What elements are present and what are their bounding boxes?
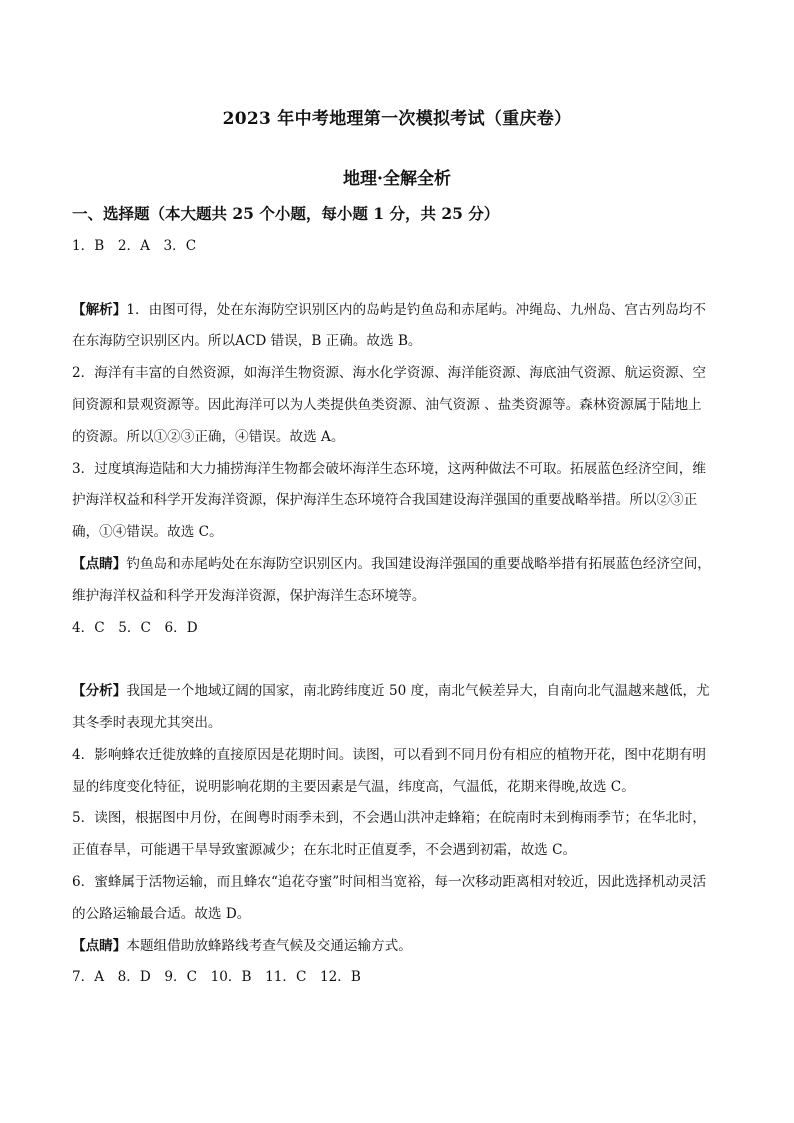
- answer-line-7-12: 7．A 8．D 9．C 10．B 11．C 12．B: [72, 969, 361, 986]
- question-4-explanation: 显的纬度变化特征，说明影响花期的主要因素是气温，纬度高，气温低，花期来得晚,故选 C。: [72, 778, 635, 795]
- question-6-explanation: 的公路运输最合适。故选 D。: [72, 905, 251, 922]
- question-5-explanation: 5．读图，根据图中月份，在闽粤时雨季未到，不会遇山洪冲走蜂箱；在皖南时未到梅雨季节；在华北时，: [72, 810, 706, 827]
- question-2-explanation: 的资源。所以①②③正确，④错误。故选 A。: [72, 428, 345, 445]
- tip-paragraph-line: [72, 931, 722, 963]
- blank-line: [72, 644, 722, 676]
- tip-paragraph-line: 维护海洋权益和科学开发海洋资源，保护海洋生态环境等。: [72, 587, 426, 604]
- question-3-explanation: 确，①④错误。故选 C。: [72, 524, 223, 541]
- analysis-text: 1．由图可得，处在东海防空识别区内的岛屿是钓鱼岛和赤尾屿。冲绳岛、九州岛、宫古列岛均不: [126, 301, 706, 318]
- analysis-tag: 【分析】: [72, 683, 127, 700]
- question-6-explanation: 6．蜜蜂属于活物运输，而且蜂农“追花夺蜜”时间相当宽裕，每一次移动距离相对较近，因此选择机动灵活: [72, 873, 707, 890]
- analysis-paragraph-line: [72, 676, 722, 708]
- analysis-paragraph-line: [72, 295, 722, 327]
- tip-tag: 【点睛】: [72, 555, 127, 572]
- page-title: 2023 年中考地理第一次模拟考试（重庆卷）: [222, 109, 572, 129]
- answer-line-4-6: 4．C 5．C 6．D: [72, 619, 198, 636]
- analysis-text: 我国是一个地域辽阔的国家，南北跨纬度近 50 度，南北气候差异大，自南向北气温越来越低，尤: [126, 683, 710, 700]
- tip-tag: 【点睛】: [72, 937, 127, 954]
- tip-text: 钓鱼岛和赤尾屿处在东海防空识别区内。我国建设海洋强国的重要战略举措有拓展蓝色经济空间，: [126, 555, 711, 572]
- analysis-paragraph-line: 在东海防空识别区内。所以ACD 错误，B 正确。故选 B。: [72, 333, 422, 350]
- page-subtitle: 地理·全解全析: [343, 169, 451, 189]
- section-heading: 一、选择题（本大题共 25 个小题，每小题 1 分，共 25 分）: [72, 204, 500, 223]
- answer-line-1-3: 1．B 2．A 3．C: [72, 238, 197, 254]
- analysis-paragraph-line: 其冬季时表现尤其突出。: [72, 714, 222, 731]
- blank-line: [72, 263, 722, 295]
- analysis-tag: 【解析】: [72, 301, 127, 318]
- tip-paragraph-line: [72, 549, 722, 581]
- question-5-explanation: 正值春旱，可能遇干旱导致蜜源减少；在东北时正值夏季，不会遇到初霜，故选 C。: [72, 842, 577, 859]
- question-3-explanation: 护海洋权益和科学开发海洋资源，保护海洋生态环境符合我国建设海洋强国的重要战略举措。所以②③正: [72, 492, 698, 509]
- question-3-explanation: 3．过度填海造陆和大力捕捞海洋生物都会破坏海洋生态环境，这两种做法不可取。拓展蓝色经济空间，维: [72, 460, 706, 477]
- question-2-explanation: 间资源和景观资源等。因此海洋可以为人类提供鱼类资源、油气资源 、盐类资源等。森林资源属于陆地上: [72, 396, 702, 413]
- answer-body: [72, 231, 722, 994]
- tip-text: 本题组借助放蜂路线考查气候及交通运输方式。: [126, 937, 412, 954]
- question-4-explanation: 4．影响蜂农迁徙放蜂的直接原因是花期时间。读图，可以看到不同月份有相应的植物开花，图中花期有明: [72, 746, 706, 763]
- question-2-explanation: 2．海洋有丰富的自然资源，如海洋生物资源、海水化学资源、海洋能资源、海底油气资源、航运资源、空: [72, 365, 706, 382]
